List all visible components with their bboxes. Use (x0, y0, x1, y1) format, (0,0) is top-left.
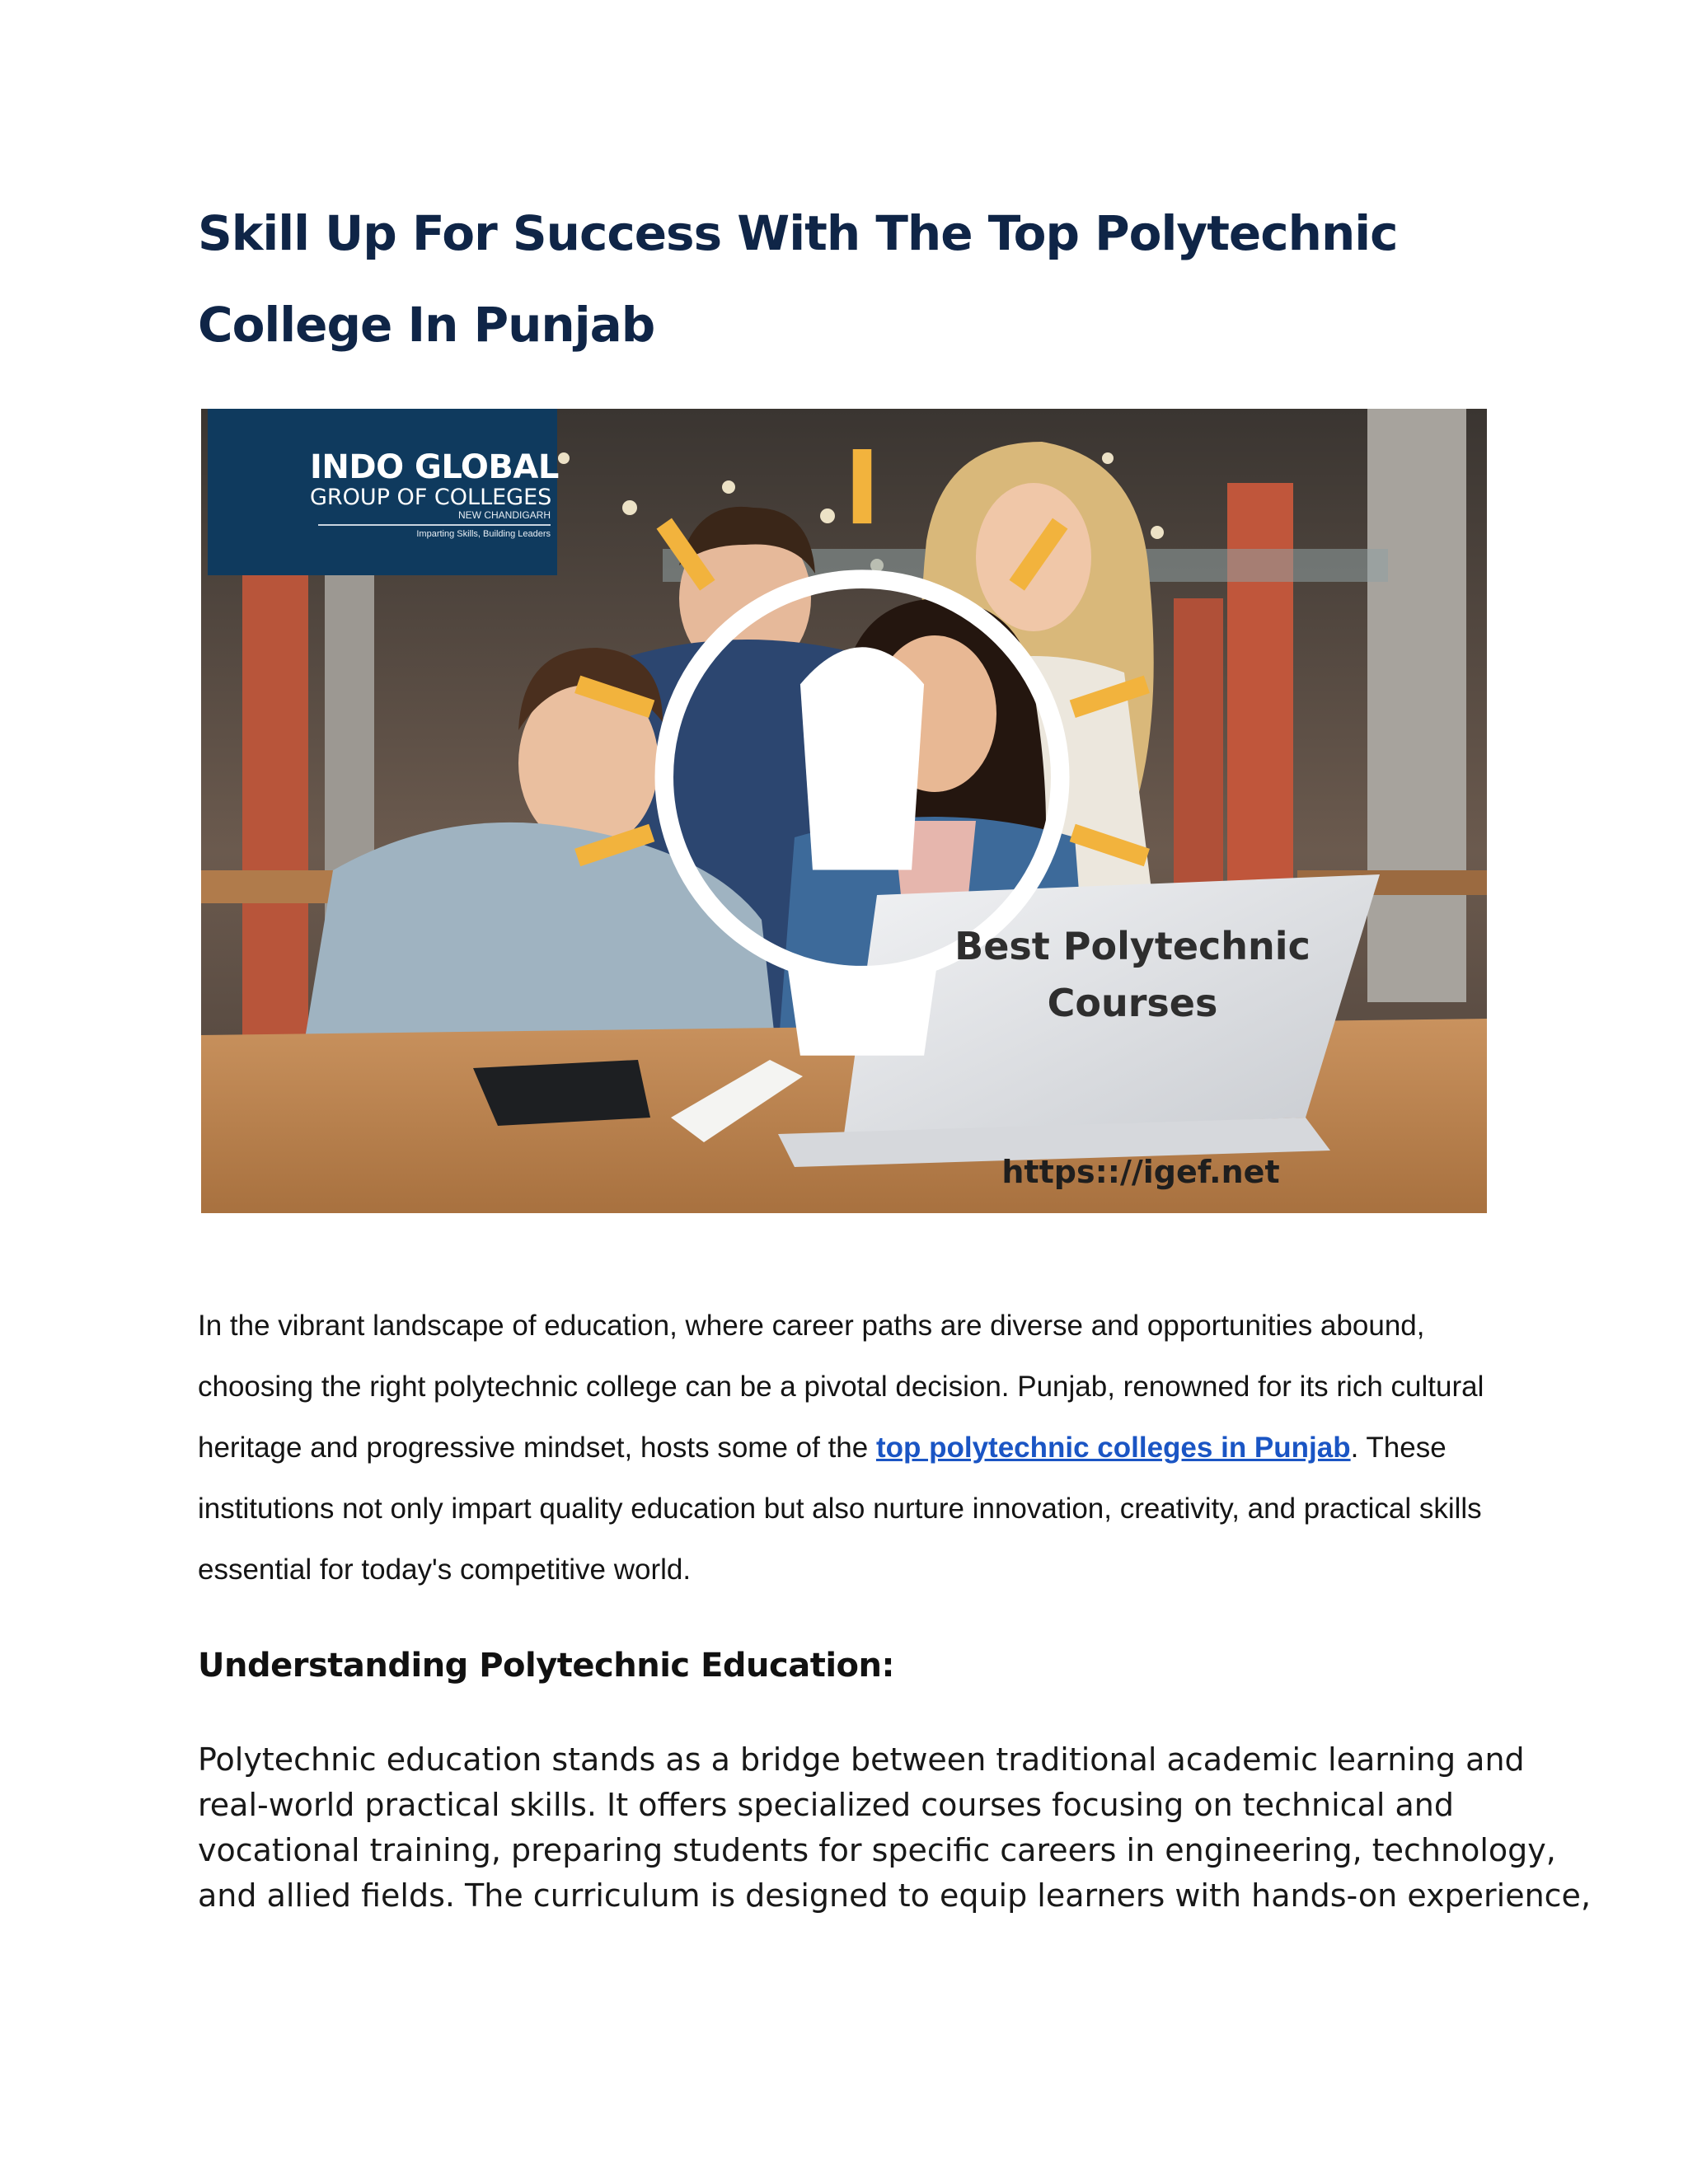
college-logo (208, 409, 557, 575)
intro-text-after-link: . These institutions not only impart quality education but also nurture innovation, creativity, and practical skills essential for today's competitive world. (198, 1432, 1482, 1586)
lightbulb-logo-icon (219, 437, 1487, 1213)
section-line-2: real-world practical skills. It offers specialized courses focusing on technical and (198, 1787, 1454, 1823)
section-heading: Understanding Polytechnic Education: (198, 1647, 894, 1685)
section-line-3: vocational training, preparing students for specific careers in engineering, technology, (198, 1832, 1556, 1868)
section-line-1: Polytechnic education stands as a bridge between traditional academic learning and (198, 1741, 1525, 1778)
laptop-caption (918, 918, 1347, 1032)
section-paragraph (198, 1737, 1592, 1919)
laptop-caption-line2: Courses (1047, 981, 1218, 1025)
section-line-4: and allied fields. The curriculum is designed to equip learners with hands-on experience, (198, 1877, 1592, 1914)
logo-subtitle: GROUP OF COLLEGES (310, 485, 552, 510)
logo-city: NEW CHANDIGARH (457, 509, 551, 521)
hero-image (201, 409, 1487, 1213)
intro-paragraph (198, 1296, 1517, 1601)
page-title: Skill Up For Success With The Top Polytechnic College In Punjab (198, 205, 1398, 353)
intro-text-before-link: In the vibrant landscape of education, where career paths are diverse and opportunities abound, choosing the right polytechnic college can be a pivotal decision. Punjab, renowned for its rich cultural heritage and progressive mindset, hosts some of the (198, 1310, 1484, 1464)
logo-divider (318, 524, 551, 526)
polytechnic-colleges-link[interactable]: top polytechnic colleges in Punjab (875, 1432, 1351, 1464)
logo-name: INDO GLOBAL (310, 448, 559, 486)
laptop-caption-line1: Best Polytechnic (954, 924, 1311, 968)
hero-url: https:://igef.net (1001, 1154, 1280, 1190)
logo-tagline: Imparting Skills, Building Leaders (416, 529, 551, 539)
